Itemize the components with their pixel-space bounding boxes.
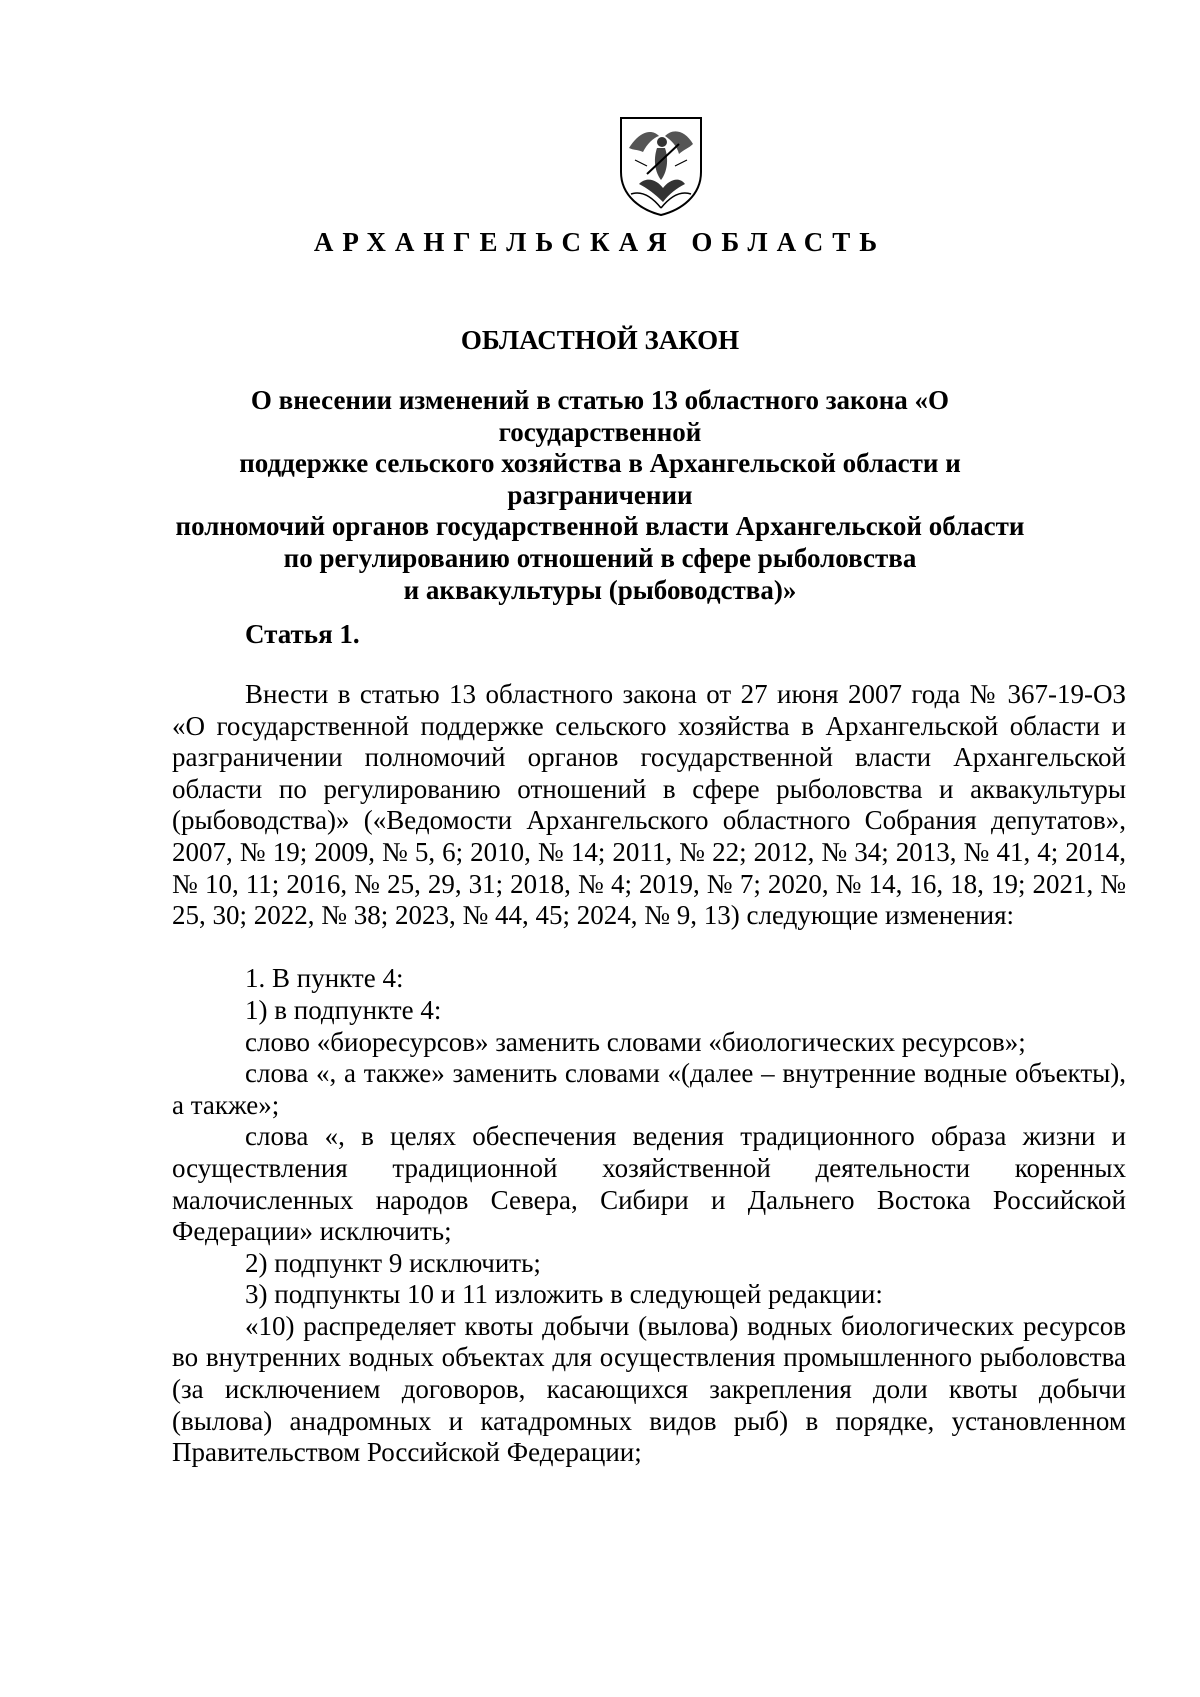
article-paragraph: Внести в статью 13 областного закона от 27 июня 2007 года № 367-19-ОЗ «О государственной поддержке сельского хозяйства в Архангельской области и разграничении полномочий органов государственной власти Архангельской области по регулированию отношений в сфере рыболовства и аквакультуры (рыбоводства)» («Ведомости Архангельского областного Собрания депутатов», 2007, № 19; 2009, № 5, 6; 2010, № 14; 2011, № 22; 2012, № 34; 2013, № 41, 4; 2014, № 10, 11; 2016, № 25, 29, 31; 2018, № 4; 2019, № 7; 2020, № 14, 16, 18, 19; 2021, № 25, 30; 2022, № 38; 2023, № 44, 45; 2024, № 9, 13) следующие изменения:: [172, 679, 1126, 931]
region-name: АРХАНГЕЛЬСКАЯ ОБЛАСТЬ: [313, 227, 887, 257]
article-paragraph: слова «, а также» заменить словами «(далее – внутренние водные объекты), а также»;: [172, 1058, 1126, 1120]
law-title-line: поддержке сельского хозяйства в Архангельской области и разграничении: [239, 448, 961, 510]
article-body: [172, 679, 1126, 1469]
coat-of-arms-icon: [617, 114, 705, 218]
article-paragraph: 3) подпункты 10 и 11 изложить в следующей редакции:: [245, 1279, 883, 1310]
law-title-line: и аквакультуры (рыбоводства)»: [403, 574, 797, 605]
article-paragraph: 2) подпункт 9 исключить;: [245, 1247, 541, 1278]
law-title: [150, 385, 1050, 606]
article-paragraph: «10) распределяет квоты добычи (вылова) водных биологических ресурсов во внутренних водных объектах для осуществления промышленного рыболовства (за исключением договоров, касающихся закрепления доли квоты добычи (вылова) анадромных и катадромных видов рыб) в порядке, установленном Правительством Российской Федерации;: [172, 1310, 1126, 1468]
law-title-line: по регулированию отношений в сфере рыболовства: [283, 542, 917, 573]
document-type: ОБЛАСТНОЙ ЗАКОН: [460, 325, 740, 355]
article-heading: Статья 1.: [245, 619, 360, 649]
article-paragraph: 1) в подпункте 4:: [245, 994, 442, 1025]
article-paragraph: слово «биоресурсов» заменить словами «биологических ресурсов»;: [245, 1026, 1026, 1057]
article-paragraph: 1. В пункте 4:: [245, 963, 404, 994]
law-title-line: О внесении изменений в статью 13 областного закона «О государственной: [250, 385, 950, 447]
law-title-line: полномочий органов государственной власти Архангельской области: [175, 511, 1025, 542]
article-paragraph: слова «, в целях обеспечения ведения традиционного образа жизни и осуществления традиционной хозяйственной деятельности коренных малочисленных народов Севера, Сибири и Дальнего Востока Российской Федерации» исключить;: [172, 1121, 1126, 1247]
